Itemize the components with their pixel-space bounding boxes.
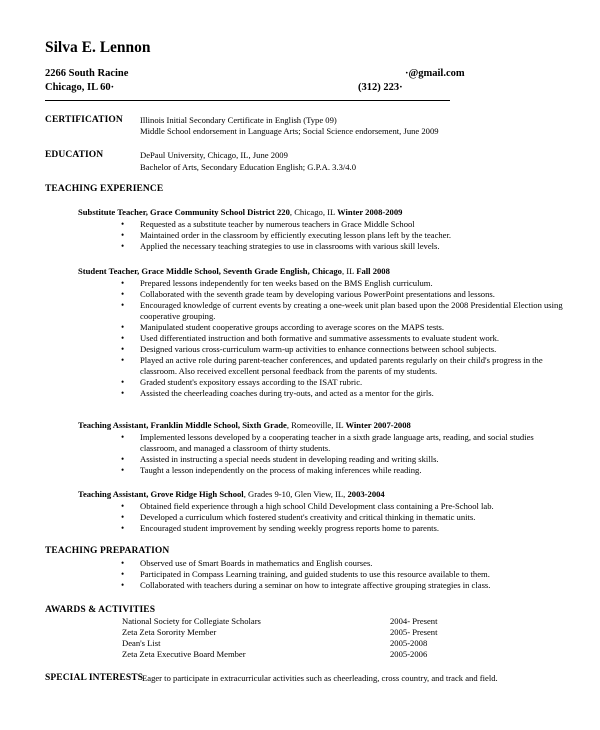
education-line: DePaul University, Chicago, IL, June 2009 — [140, 150, 288, 160]
list-item: • Played an active role during parent-teacher conferences, and updated parents regularly on their child's progress in the classroom. Also received excellent personal feedback from the parents of my students. — [140, 355, 570, 377]
job-bullet-list — [140, 278, 570, 399]
job-dates: 2003-2004 — [347, 489, 385, 499]
list-item: • Manipulated student cooperative groups according to average scores on the MAPS tests. — [140, 322, 570, 333]
award-name: Zeta Zeta Sorority Member — [122, 627, 217, 637]
job-heading — [78, 266, 390, 276]
job-dates: Fall 2008 — [356, 266, 390, 276]
certification-line: Middle School endorsement in Language Arts; Social Science endorsement, June 2009 — [140, 126, 439, 136]
list-item: • Developed a curriculum which fostered student's creativity and critical thinking in thematic units. — [140, 512, 494, 523]
list-item: • Designed various cross-curriculum warm-up activities to enhance connections between school subjects. — [140, 344, 570, 355]
job-location: , Romeoville, IL — [286, 420, 346, 430]
phone-number: (312) 223· — [358, 82, 403, 93]
list-item: • Collaborated with teachers during a seminar on how to integrate affective grouping strategies in class. — [140, 580, 490, 591]
list-item: • Obtained field experience through a high school Child Development class containing a Pre-School lab. — [140, 501, 494, 512]
award-dates: 2005- Present — [390, 627, 438, 637]
list-item: • Observed use of Smart Boards in mathematics and English courses. — [140, 558, 490, 569]
list-item: • Maintained order in the classroom by efficiently executing lesson plans left by the teacher. — [140, 230, 451, 241]
teaching-experience-heading: TEACHING EXPERIENCE — [45, 184, 164, 194]
resume-name: Silva E. Lennon — [45, 39, 151, 56]
award-name: Zeta Zeta Executive Board Member — [122, 649, 246, 659]
job-dates: Winter 2007-2008 — [345, 420, 411, 430]
awards-heading: AWARDS & ACTIVITIES — [45, 605, 156, 615]
job-location: , IL — [341, 266, 357, 276]
job-heading — [78, 420, 411, 430]
education-line: Bachelor of Arts, Secondary Education English; G.P.A. 3.3/4.0 — [140, 162, 357, 172]
email-address: ·@gmail.com — [405, 68, 465, 79]
list-item: • Applied the necessary teaching strategies to use in classrooms with various skill levels. — [140, 241, 451, 252]
list-item: • Taught a lesson independently on the process of making inferences while reading. — [140, 465, 570, 476]
job-bullet-list — [140, 219, 451, 252]
job-dates: Winter 2008-2009 — [337, 207, 403, 217]
job-title: Substitute Teacher, Grace Community School District 220 — [78, 207, 290, 217]
job-bullet-list — [140, 501, 494, 534]
job-bullet-list — [140, 432, 570, 476]
list-item: • Collaborated with the seventh grade team by developing various PowerPoint presentations and lessons. — [140, 289, 570, 300]
preparation-bullet-list — [140, 558, 490, 591]
list-item: • Prepared lessons independently for ten weeks based on the BMS English curriculum. — [140, 278, 570, 289]
list-item: • Participated in Compass Learning training, and guided students to use this resource available to them. — [140, 569, 490, 580]
special-interests-text: Eager to participate in extracurricular activities such as cheerleading, cross country, and track and field. — [142, 673, 498, 683]
certification-line: Illinois Initial Secondary Certificate in English (Type 09) — [140, 115, 337, 125]
job-heading — [78, 489, 385, 499]
award-dates: 2005-2006 — [390, 649, 428, 659]
job-title: Student Teacher, Grace Middle School, Seventh Grade English, Chicago — [78, 266, 342, 276]
teaching-preparation-heading: TEACHING PREPARATION — [45, 546, 170, 556]
header-divider — [45, 100, 450, 101]
list-item: • Encouraged knowledge of current events by creating a one-week unit plan based upon the 2008 Presidential Election using cooperative grouping. — [140, 300, 570, 322]
job-title: Teaching Assistant, Grove Ridge High School — [78, 489, 244, 499]
award-dates: 2005-2008 — [390, 638, 428, 648]
address-line-1: 2266 South Racine — [45, 68, 129, 79]
address-line-2: Chicago, IL 60· — [45, 82, 115, 93]
job-heading — [78, 207, 402, 217]
special-interests-heading: SPECIAL INTERESTS — [45, 673, 144, 683]
list-item: • Graded student's expository essays according to the ISAT rubric. — [140, 377, 570, 388]
list-item: • Implemented lessons developed by a cooperating teacher in a sixth grade language arts, reading, and social studies classroom, and managed a classroom of thirty students. — [140, 432, 570, 454]
job-location: , Chicago, IL — [289, 207, 338, 217]
list-item: • Requested as a substitute teacher by numerous teachers in Grace Middle School — [140, 219, 451, 230]
award-dates: 2004- Present — [390, 616, 438, 626]
job-title: Teaching Assistant, Franklin Middle School, Sixth Grade — [78, 420, 287, 430]
list-item: • Encouraged student improvement by sending weekly progress reports home to parents. — [140, 523, 494, 534]
list-item: • Used differentiated instruction and both formative and summative assessments to evaluate student work. — [140, 333, 570, 344]
job-location: , Grades 9-10, Glen View, IL, — [243, 489, 348, 499]
award-name: Dean's List — [122, 638, 161, 648]
list-item: • Assisted in instructing a special needs student in developing reading and writing skills. — [140, 454, 570, 465]
list-item: • Assisted the cheerleading coaches during try-outs, and acted as a mentor for the girls. — [140, 388, 570, 399]
certification-heading: CERTIFICATION — [45, 115, 123, 125]
award-name: National Society for Collegiate Scholars — [122, 616, 261, 626]
education-heading: EDUCATION — [45, 150, 104, 160]
